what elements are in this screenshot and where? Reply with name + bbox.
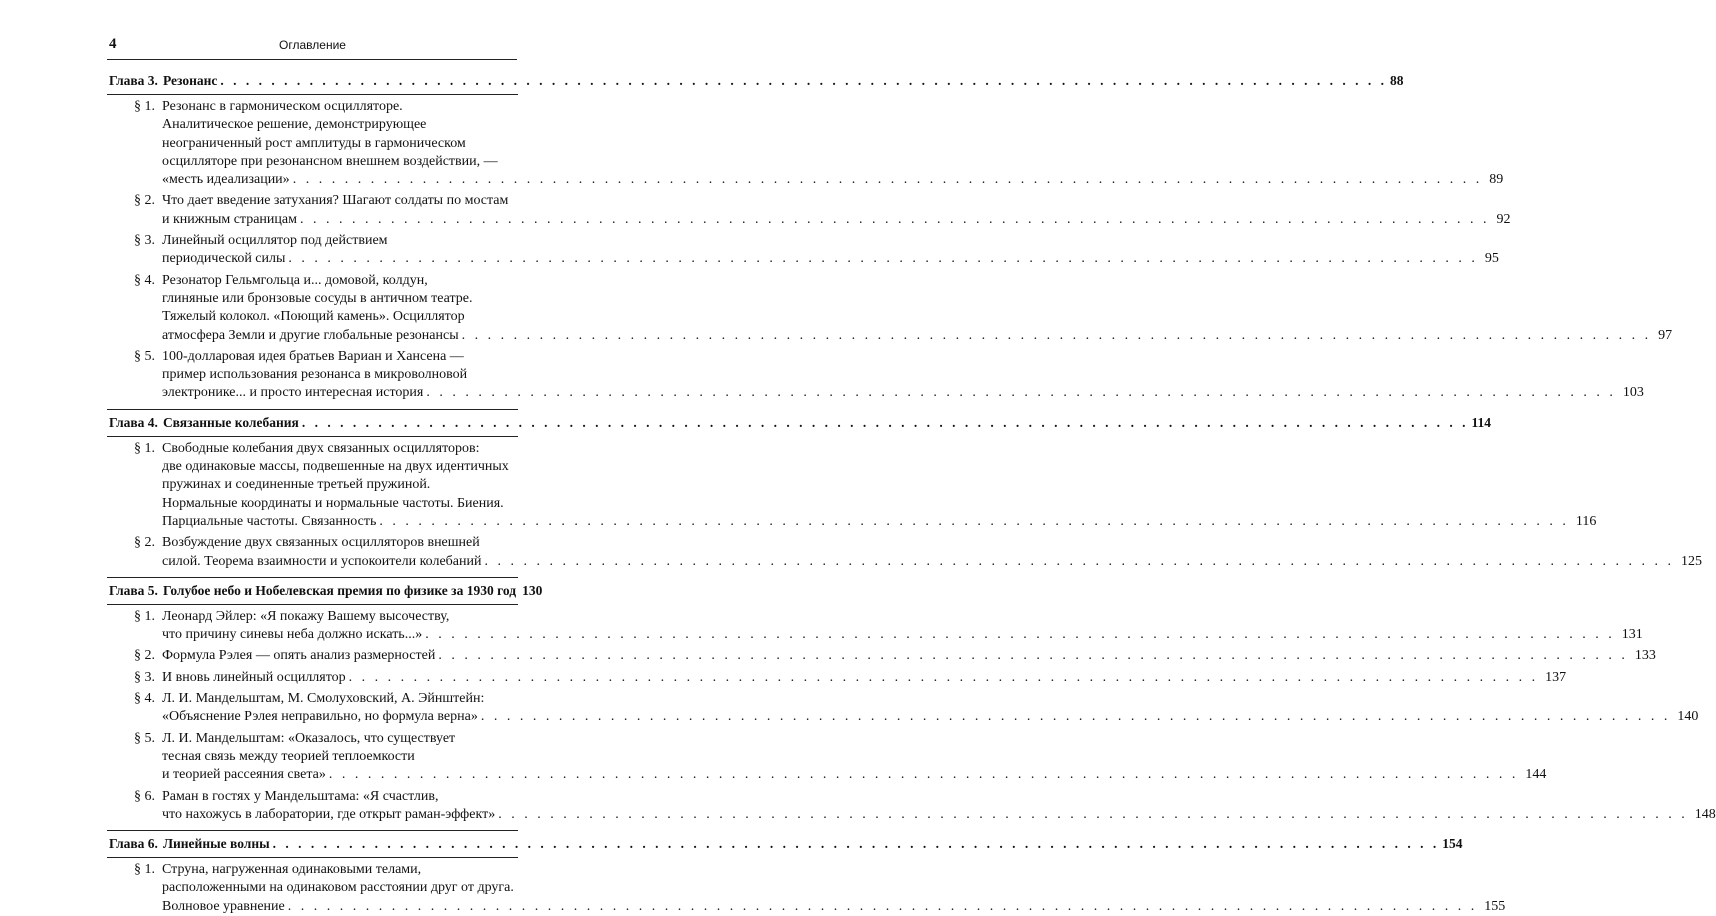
section-number: § 6.: [134, 788, 155, 804]
section-entry: [109, 192, 1511, 229]
section-entry: [109, 788, 1716, 825]
section-line: что причину синевы неба должно искать...»: [162, 627, 423, 643]
section-number: § 4.: [134, 691, 155, 707]
chapter-underline: [107, 857, 518, 858]
section-number: § 1.: [134, 99, 155, 114]
section-line: периодической силы: [162, 251, 286, 267]
section-line: Л. И. Мандельштам: «Оказалось, что существует: [162, 730, 456, 746]
section-page: 155: [1484, 898, 1506, 914]
chapter-label: Глава 5.: [109, 582, 158, 598]
section-entry: [109, 669, 1567, 687]
section-entry: [109, 690, 1699, 727]
section-last-line: [162, 626, 1643, 644]
section-line: Резонанс в гармоническом осцилляторе.: [162, 99, 403, 114]
dot-leader: [349, 669, 1539, 687]
section-page: 103: [1622, 385, 1644, 401]
section-line: силой. Теорема взаимности и успокоители колебаний: [162, 553, 482, 569]
chapter-title: Голубое небо и Нобелевская премия по физике за 1930 год: [162, 582, 517, 598]
section-text: [162, 440, 1596, 531]
section-entry: [109, 861, 1506, 916]
section-number: § 2.: [134, 535, 155, 551]
section-entry: [109, 440, 1597, 531]
dot-leader: [302, 414, 1469, 432]
section-last-line: [162, 513, 1596, 531]
section-page: 131: [1621, 627, 1643, 643]
chapter-label: Глава 6.: [109, 836, 158, 852]
section-text: [162, 272, 1672, 345]
section-line: Тяжелый колокол. «Поющий камень». Осциллятор: [162, 309, 465, 325]
chapter-page: 114: [1471, 414, 1491, 430]
section-page: 95: [1484, 251, 1499, 267]
section-text: [162, 690, 1698, 727]
section-line: Что дает введение затухания? Шагают солдаты по мостам: [162, 193, 509, 209]
section-line: глиняные или бронзовые сосуды в античном театре.: [162, 290, 473, 306]
section-entry: [109, 534, 1702, 571]
chapter-title: Резонанс: [162, 73, 218, 88]
dot-leader: [379, 513, 1569, 531]
section-last-line: [162, 647, 1656, 665]
chapter-underline: [107, 94, 518, 95]
section-entry: [109, 608, 1643, 645]
section-text: [162, 534, 1702, 571]
section-entry: [109, 272, 1673, 345]
section-line: и книжным страницам: [162, 211, 297, 227]
chapter-title: Связанные колебания: [162, 414, 299, 430]
section-last-line: [162, 553, 1702, 571]
section-number: § 2.: [134, 648, 155, 664]
page-number: 4: [109, 36, 117, 52]
section-page: 137: [1545, 669, 1567, 685]
section-number: § 4.: [134, 272, 155, 288]
section-text: [162, 730, 1546, 785]
section-last-line: [162, 708, 1698, 726]
section-line: И вновь линейный осциллятор: [162, 669, 346, 685]
section-line: Резонатор Гельмгольца и... домовой, колдун,: [162, 272, 428, 288]
section-last-line: [162, 327, 1672, 345]
dot-leader: [288, 898, 1478, 916]
header-rule: [107, 59, 517, 60]
section-line: «месть идеализации»: [162, 172, 290, 188]
section-text: [162, 669, 1566, 687]
section-last-line: [162, 171, 1503, 189]
chapter-underline: [107, 604, 518, 605]
section-number: § 5.: [134, 730, 155, 746]
section-line: Формула Рэлея — опять анализ размерностей: [162, 648, 436, 664]
table-of-contents: [109, 68, 1716, 916]
dot-leader: [220, 72, 1387, 90]
section-line: пружинах и соединенные третьей пружиной.: [162, 477, 431, 493]
section-line: 100-долларовая идея братьев Вариан и Хансена —: [162, 348, 464, 364]
dot-leader: [426, 384, 1616, 402]
section-line: Леонард Эйлер: «Я покажу Вашему высочеству,: [162, 608, 450, 624]
section-line: Раман в гостях у Мандельштама: «Я счастлив,: [162, 788, 439, 804]
section-page: 116: [1575, 513, 1597, 529]
dot-leader: [293, 171, 1483, 189]
section-text: [162, 232, 1499, 269]
chapter-page: 88: [1390, 73, 1404, 88]
section-page: 133: [1634, 648, 1656, 664]
dot-leader: [485, 553, 1675, 571]
section-line: Л. И. Мандельштам, М. Смолуховский, А. Эйнштейн:: [162, 691, 485, 707]
dot-leader: [481, 708, 1671, 726]
section-line: и теорией рассеяния света»: [162, 767, 326, 783]
section-text: [162, 98, 1503, 189]
chapter-label: Глава 4.: [109, 414, 158, 430]
section-line: что нахожусь в лаборатории, где открыт раман-эффект»: [162, 806, 496, 822]
chapter-label: Глава 3.: [109, 73, 158, 88]
section-number: § 3.: [134, 233, 155, 249]
chapter-divider: [107, 577, 518, 578]
section-text: [162, 348, 1644, 403]
section-line: Нормальные координаты и нормальные частоты. Биения.: [162, 495, 504, 511]
section-line: Возбуждение двух связанных осцилляторов внешней: [162, 535, 480, 551]
section-line: Свободные колебания двух связанных осцилляторов:: [162, 440, 480, 456]
dot-leader: [288, 250, 1478, 268]
section-last-line: [162, 898, 1505, 916]
section-text: [162, 608, 1643, 645]
section-line: расположенными на одинаковом расстоянии друг от друга.: [162, 880, 514, 896]
dot-leader: [329, 766, 1519, 784]
section-number: § 1.: [134, 608, 155, 624]
section-text: [162, 788, 1716, 825]
section-line: Струна, нагруженная одинаковыми телами,: [162, 862, 422, 878]
section-line: «Объяснение Рэлея неправильно, но формула верна»: [162, 709, 478, 725]
dot-leader: [462, 327, 1652, 345]
section-page: 125: [1681, 553, 1702, 569]
section-text: [162, 861, 1505, 916]
section-last-line: [162, 250, 1499, 268]
chapter-entry: [109, 835, 1463, 853]
section-entry: [109, 348, 1644, 403]
section-number: § 2.: [134, 193, 155, 209]
section-line: Линейный осциллятор под действием: [162, 233, 388, 249]
section-line: электронике... и просто интересная история: [162, 385, 424, 401]
section-line: осцилляторе при резонансном внешнем воздействии, —: [162, 153, 498, 169]
dot-leader: [438, 647, 1628, 665]
section-text: [162, 647, 1656, 665]
section-number: § 5.: [134, 348, 155, 364]
chapter-entry: [109, 72, 1404, 90]
dot-leader: [273, 835, 1440, 853]
section-page: 89: [1489, 172, 1504, 188]
dot-leader: [498, 806, 1688, 824]
section-line: Аналитическое решение, демонстрирующее: [162, 117, 427, 133]
chapter-page: 130: [522, 582, 543, 598]
section-page: 148: [1694, 806, 1716, 822]
section-last-line: [162, 766, 1546, 784]
section-page: 144: [1525, 767, 1547, 783]
section-entry: [109, 730, 1547, 785]
section-line: Волновое уравнение: [162, 898, 285, 914]
section-last-line: [162, 211, 1510, 229]
section-last-line: [162, 806, 1716, 824]
chapter-divider: [107, 409, 518, 410]
section-page: 97: [1658, 327, 1673, 343]
chapter-entry: [109, 582, 543, 600]
chapter-entry: [109, 414, 1491, 432]
running-title: Оглавление: [279, 38, 346, 52]
section-line: две одинаковые массы, подвешенные на двух идентичных: [162, 459, 509, 475]
dot-leader: [425, 626, 1615, 644]
section-line: пример использования резонанса в микроволновой: [162, 367, 468, 383]
section-line: тесная связь между теорией теплоемкости: [162, 748, 415, 764]
section-line: атмосфера Земли и другие глобальные резонансы: [162, 327, 459, 343]
chapter-underline: [107, 436, 518, 437]
section-page: 140: [1677, 709, 1699, 725]
section-entry: [109, 647, 1656, 665]
dot-leader: [300, 211, 1490, 229]
running-header: [109, 36, 516, 58]
chapter-page: 154: [1442, 836, 1463, 852]
section-number: § 1.: [134, 440, 155, 456]
section-line: неограниченный рост амплитуды в гармоническом: [162, 135, 466, 151]
section-number: § 3.: [134, 669, 155, 685]
chapter-divider: [107, 830, 518, 831]
chapter-title: Линейные волны: [162, 836, 270, 852]
section-last-line: [162, 669, 1566, 687]
section-page: 92: [1496, 211, 1511, 227]
section-line: Парциальные частоты. Связанность: [162, 513, 377, 529]
section-entry: [109, 98, 1504, 189]
section-text: [162, 192, 1510, 229]
section-entry: [109, 232, 1499, 269]
section-number: § 1.: [134, 862, 155, 878]
section-last-line: [162, 384, 1644, 402]
